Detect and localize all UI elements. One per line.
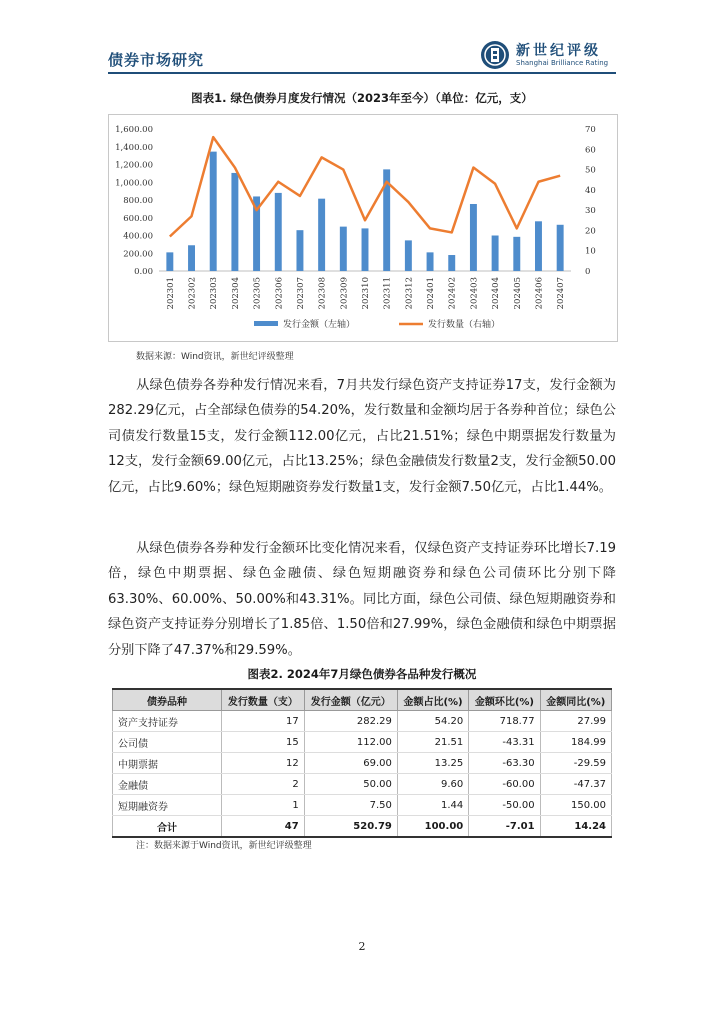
paragraph-issuance-by-type-text: 从绿色债券各券种发行情况来看，7月共发行绿色资产支持证券17支，发行金额为282.29亿元，占全部绿色债券的54.20%，发行数量和金额均居于各券种首位；绿色公司债发行数量15支，发行金额112.00亿元，占比21.51%；绿色中期票据发行数量为12支，发行金额69.00亿元，占比13.25%；绿色金融债发行数量2支，发行金额50.00亿元，占比9.60%；绿色短期融资券发行数量1支，发行金额7.50亿元，占比1.44%。 (108, 378, 616, 495)
table-row (113, 753, 612, 774)
table2-caption: 图表2. 2024年7月绿色债券各品种发行概况 (247, 667, 477, 681)
page-number: 2 (358, 940, 366, 953)
issuance-amount-bar (362, 228, 369, 271)
table-cell: 9.60 (397, 774, 468, 795)
x-axis-category-label: 202304 (230, 277, 241, 310)
right-axis-tick-label: 60 (585, 145, 596, 156)
table-cell: -63.30 (469, 753, 540, 774)
legend-bar-swatch (254, 321, 278, 326)
issuance-amount-bar (210, 152, 217, 271)
table-row (113, 774, 612, 795)
issuance-count-line (170, 137, 560, 236)
table-cell: 7.50 (304, 795, 397, 816)
left-axis-tick-label: 1,400.00 (115, 142, 153, 153)
table-cell: 282.29 (304, 711, 397, 732)
table-cell: 184.99 (540, 732, 611, 753)
logo-emblem-icon (480, 40, 510, 70)
issuance-amount-bar (340, 227, 347, 271)
x-axis-category-label: 202403 (469, 277, 480, 310)
right-axis-tick-label: 20 (585, 226, 596, 237)
table-cell: 69.00 (304, 753, 397, 774)
table-cell: 金融债 (113, 774, 222, 795)
table-total-row (113, 816, 612, 838)
table-cell: 2 (222, 774, 305, 795)
company-logo (480, 38, 620, 72)
right-axis-tick-label: 50 (585, 165, 596, 176)
legend-bar-label: 发行金额（左轴） (283, 320, 356, 330)
table-cell: 112.00 (304, 732, 397, 753)
table-cell: -29.59 (540, 753, 611, 774)
left-axis-tick-label: 200.00 (123, 249, 153, 260)
logo-chinese-name: 新世纪评级 (516, 43, 601, 59)
paragraph-change-analysis-text: 从绿色债券各券种发行金额环比变化情况来看，仅绿色资产支持证券环比增长7.19倍，绿色中期票据、绿色金融债、绿色短期融资券和绿色公司债环比分别下降63.30%、60.00%、50.00%和43.31%。同比方面，绿色公司债、绿色短期融资券和绿色资产支持证券分别增长了1.85倍、1.50倍和27.99%，绿色金融债和绿色中期票据分别下降了47.37%和29.59%。 (108, 541, 616, 658)
table-cell: 17 (222, 711, 305, 732)
x-axis-category-label: 202310 (361, 277, 371, 310)
table-header-row (113, 689, 612, 711)
x-axis-category-label: 202405 (512, 277, 523, 310)
table-cell: 54.20 (397, 711, 468, 732)
x-axis-category-label: 202301 (165, 277, 176, 310)
x-axis-category-label: 202303 (209, 277, 220, 310)
x-axis-category-label: 202308 (317, 277, 328, 310)
issuance-amount-bar (557, 225, 564, 271)
table-cell: 50.00 (304, 774, 397, 795)
left-axis-tick-label: 800.00 (123, 196, 153, 206)
x-axis-category-label: 202306 (274, 277, 285, 310)
table-cell: 资产支持证券 (113, 711, 222, 732)
issuance-amount-bar (405, 240, 412, 271)
issuance-amount-bar (275, 193, 282, 271)
issuance-amount-bar (535, 221, 542, 271)
left-axis-tick-label: 1,600.00 (115, 125, 153, 135)
table-cell: 21.51 (397, 732, 468, 753)
report-series-title: 债券市场研究 (108, 51, 205, 69)
left-axis-tick-label: 0.00 (134, 267, 153, 277)
table-cell: 1.44 (397, 795, 468, 816)
right-axis-tick-label: 10 (585, 246, 596, 257)
table-row (113, 795, 612, 816)
logo-english-name: Shanghai Brilliance Rating (516, 59, 609, 67)
monthly-issuance-chart (108, 114, 618, 342)
table-cell: 13.25 (397, 753, 468, 774)
table-header-cell: 金额同比(%) (540, 689, 611, 711)
table-header-cell: 金额占比(%) (397, 689, 468, 711)
issuance-amount-bar (427, 252, 434, 271)
issuance-amount-bar (166, 252, 173, 271)
x-axis-category-label: 202404 (491, 277, 502, 310)
issuance-amount-bar (492, 236, 499, 272)
x-axis-category-label: 202302 (187, 277, 198, 310)
table-cell: -50.00 (469, 795, 540, 816)
table-cell: 520.79 (304, 816, 397, 838)
issuance-amount-bar (296, 230, 303, 271)
figure1-source: 数据来源：Wind资讯，新世纪评级整理 (136, 352, 294, 362)
x-axis-category-label: 202312 (404, 277, 415, 310)
table-cell: 1 (222, 795, 305, 816)
table-cell: 合计 (113, 816, 222, 838)
right-axis-tick-label: 30 (585, 206, 596, 217)
table-header-cell: 金额环比(%) (469, 689, 540, 711)
table-header-cell: 发行金额（亿元） (304, 689, 397, 711)
chart-canvas (109, 115, 617, 341)
table-cell: -60.00 (469, 774, 540, 795)
right-axis-tick-label: 40 (585, 185, 596, 196)
table-cell: 100.00 (397, 816, 468, 838)
x-axis-category-label: 202407 (556, 277, 567, 310)
x-axis-category-label: 202311 (382, 277, 393, 310)
header-rule (108, 72, 616, 74)
table-cell: -43.31 (469, 732, 540, 753)
table-cell: 公司债 (113, 732, 222, 753)
table-cell: 718.77 (469, 711, 540, 732)
table2-note: 注：数据来源于Wind资讯，新世纪评级整理 (136, 841, 312, 851)
left-axis-tick-label: 1,000.00 (115, 178, 153, 189)
issuance-amount-bar (188, 245, 195, 271)
x-axis-category-label: 202307 (295, 277, 306, 310)
table-header-cell: 发行数量（支） (222, 689, 305, 711)
figure1-caption: 图表1. 绿色债券月度发行情况（2023年至今）（单位：亿元，支） (191, 91, 533, 105)
issuance-by-type-table (112, 688, 612, 838)
table-cell: 27.99 (540, 711, 611, 732)
table-cell: 中期票据 (113, 753, 222, 774)
issuance-amount-bar (513, 237, 520, 271)
left-axis-tick-label: 1,200.00 (115, 160, 153, 171)
left-axis-tick-label: 600.00 (123, 213, 153, 224)
legend-line-label: 发行数量（右轴） (428, 320, 501, 330)
right-axis-tick-label: 0 (585, 267, 591, 277)
x-axis-category-label: 202309 (339, 277, 350, 310)
table-header-cell: 债券品种 (113, 689, 222, 711)
table-cell: 15 (222, 732, 305, 753)
x-axis-category-label: 202305 (252, 277, 263, 310)
table-cell: -7.01 (469, 816, 540, 838)
issuance-amount-bar (318, 199, 325, 271)
issuance-amount-bar (231, 173, 238, 271)
table-cell: 12 (222, 753, 305, 774)
x-axis-category-label: 202402 (447, 277, 458, 310)
issuance-amount-bar (448, 255, 455, 271)
table-cell: 150.00 (540, 795, 611, 816)
right-axis-tick-label: 70 (585, 125, 596, 135)
left-axis-tick-label: 400.00 (123, 231, 153, 242)
x-axis-category-label: 202401 (426, 277, 437, 310)
issuance-amount-bar (470, 204, 477, 271)
paragraph-change-analysis (108, 536, 616, 663)
table-cell: 短期融资券 (113, 795, 222, 816)
x-axis-category-label: 202406 (534, 277, 545, 310)
table-row (113, 711, 612, 732)
table-cell: 47 (222, 816, 305, 838)
table-cell: -47.37 (540, 774, 611, 795)
paragraph-issuance-by-type (108, 373, 616, 500)
table-row (113, 732, 612, 753)
table-cell: 14.24 (540, 816, 611, 838)
